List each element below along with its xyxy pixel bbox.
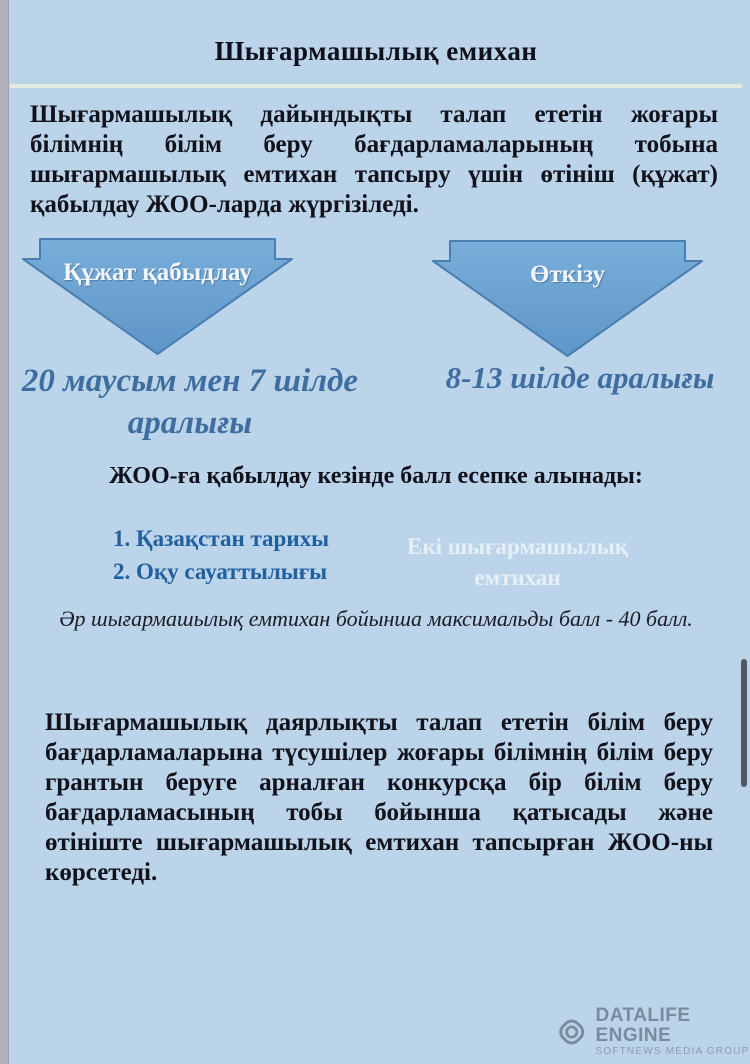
- eye-logo-icon: [556, 1014, 587, 1050]
- arrow-label: Құжат қабыдлау: [63, 259, 252, 286]
- creative-exams-note: Екі шығармашылық емтихан: [407, 534, 628, 590]
- brand-tagline: SOFTNEWS MEDIA GROUP: [595, 1046, 750, 1057]
- max-score-note: Әр шығармашылық емтихан бойынша максимальды балл - 40 балл.: [59, 606, 693, 631]
- subject-item: 2. Оқу сауаттылығы: [113, 559, 328, 584]
- datalife-watermark: [556, 1006, 750, 1058]
- page-title: Шығармашылық емихан: [214, 36, 538, 66]
- down-arrow-icon: [432, 240, 703, 357]
- scrollbar-thumb[interactable]: [741, 659, 747, 787]
- period-document-intake: 20 маусым мен 7 шілде аралығы: [21, 363, 359, 441]
- down-arrow-icon: [22, 238, 293, 355]
- left-edge-strip: [0, 0, 9, 1064]
- subject-item: 1. Қазақстан тарихы: [113, 526, 330, 551]
- process-step-conducting: [432, 240, 703, 357]
- subject-list: [113, 522, 329, 588]
- process-step-document-intake: [22, 238, 293, 355]
- arrow-label: Өткізу: [529, 261, 606, 288]
- outro-paragraph: Шығармашылық даярлықты талап ететін білім беру бағдарламаларына түсушілер жоғары білімнің білім беру грантын беруге арналған конкурсқа бір білім беру бағдарламасының тобы бойынша қатысады және өтініште шығармашылық емтихан тапсырған ЖОО-ны көрсетеді.: [45, 709, 713, 886]
- intro-paragraph: Шығармашылық дайындықты талап ететін жоғары білімнің білім беру бағдарламаларының тобына шығармашылық емтихан тапсыру үшін өтініш (құжат) қабылдау ЖОО-ларда жүргізіледі.: [30, 101, 718, 218]
- scoring-heading: ЖОО-ға қабылдау кезінде балл есепке алынады:: [109, 463, 643, 489]
- period-conducting: 8-13 шілде аралығы: [445, 360, 715, 395]
- title-divider: [10, 84, 742, 88]
- brand-name: DATALIFE ENGINE: [595, 1005, 691, 1046]
